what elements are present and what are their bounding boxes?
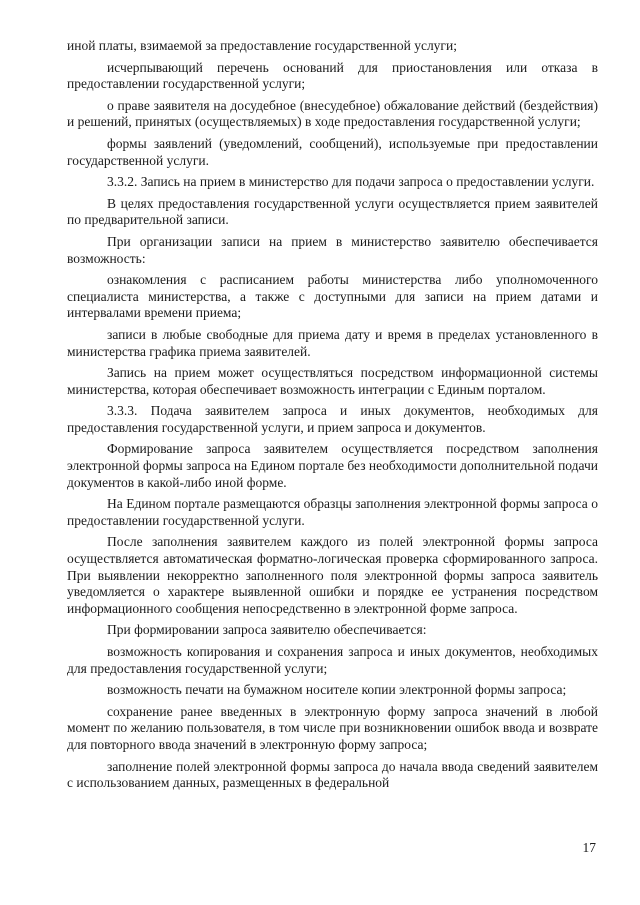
paragraph: ознакомления с расписанием работы министерства либо уполномоченного специалиста министерства, а также с доступными для записи на прием датами и интервалами времени приема; [67, 272, 598, 321]
paragraph: При формировании запроса заявителю обеспечивается: [107, 622, 427, 638]
paragraph: о праве заявителя на досудебное (внесудебное) обжалование действий (бездействия) и решений, принятых (осуществляемых) в ходе предоставления государственной услуги; [67, 97, 598, 130]
paragraph: заполнение полей электронной формы запроса до начала ввода сведений заявителем с использованием данных, размещенных в федеральной [67, 758, 598, 791]
paragraph: 3.3.3. Подача заявителем запроса и иных документов, необходимых для предоставления государственной услуги, и прием запроса и документов. [67, 403, 598, 435]
paragraph: 3.3.2. Запись на прием в министерство для подачи запроса о предоставлении услуги. [107, 174, 595, 190]
page-number: 17 [582, 840, 596, 855]
paragraph: возможность копирования и сохранения запроса и иных документов, необходимых для предоставления государственной услуги; [67, 644, 598, 676]
paragraph: сохранение ранее введенных в электронную форму запроса значений в любой момент по желанию пользователя, в том числе при возникновении ошибок ввода и возврате для повторного ввода значений в электронную форму запроса; [67, 703, 598, 752]
paragraph: формы заявлений (уведомлений, сообщений), используемые при предоставлении государственной услуги. [67, 135, 598, 168]
paragraph: Формирование запроса заявителем осуществляется посредством заполнения электронной формы запроса на Едином портале без необходимости дополнительной подачи документов в какой-либо иной форме. [67, 441, 598, 490]
paragraph: иной платы, взимаемой за предоставление государственной услуги; [67, 38, 457, 53]
paragraph: записи в любые свободные для приема дату и время в пределах установленного в министерства графика приема заявителей. [67, 326, 598, 359]
paragraph: исчерпывающий перечень оснований для приостановления или отказа в предоставлении государственной услуги; [67, 59, 598, 92]
paragraph: возможность печати на бумажном носителе копии электронной формы запроса; [107, 682, 567, 698]
paragraph: В целях предоставления государственной услуги осуществляется прием заявителей по предварительной записи. [67, 195, 598, 228]
paragraph: Запись на прием может осуществляться посредством информационной системы министерства, которая обеспечивает возможность интеграции с Единым порталом. [67, 365, 598, 397]
paragraph: При организации записи на прием в министерство заявителю обеспечивается возможность: [67, 233, 598, 266]
paragraph: На Едином портале размещаются образцы заполнения электронной формы запроса о предоставлении государственной услуги. [67, 496, 598, 528]
paragraph: После заполнения заявителем каждого из полей электронной формы запроса осуществляется автоматическая форматно-логическая проверка сформированного запроса. При выявлении некорректно заполненного поля электронной формы запроса заявитель уведомляется о характере выявленной ошибки и порядке ее устранения посредством информационного сообщения непосредственно в электронной форме запроса. [67, 534, 598, 616]
